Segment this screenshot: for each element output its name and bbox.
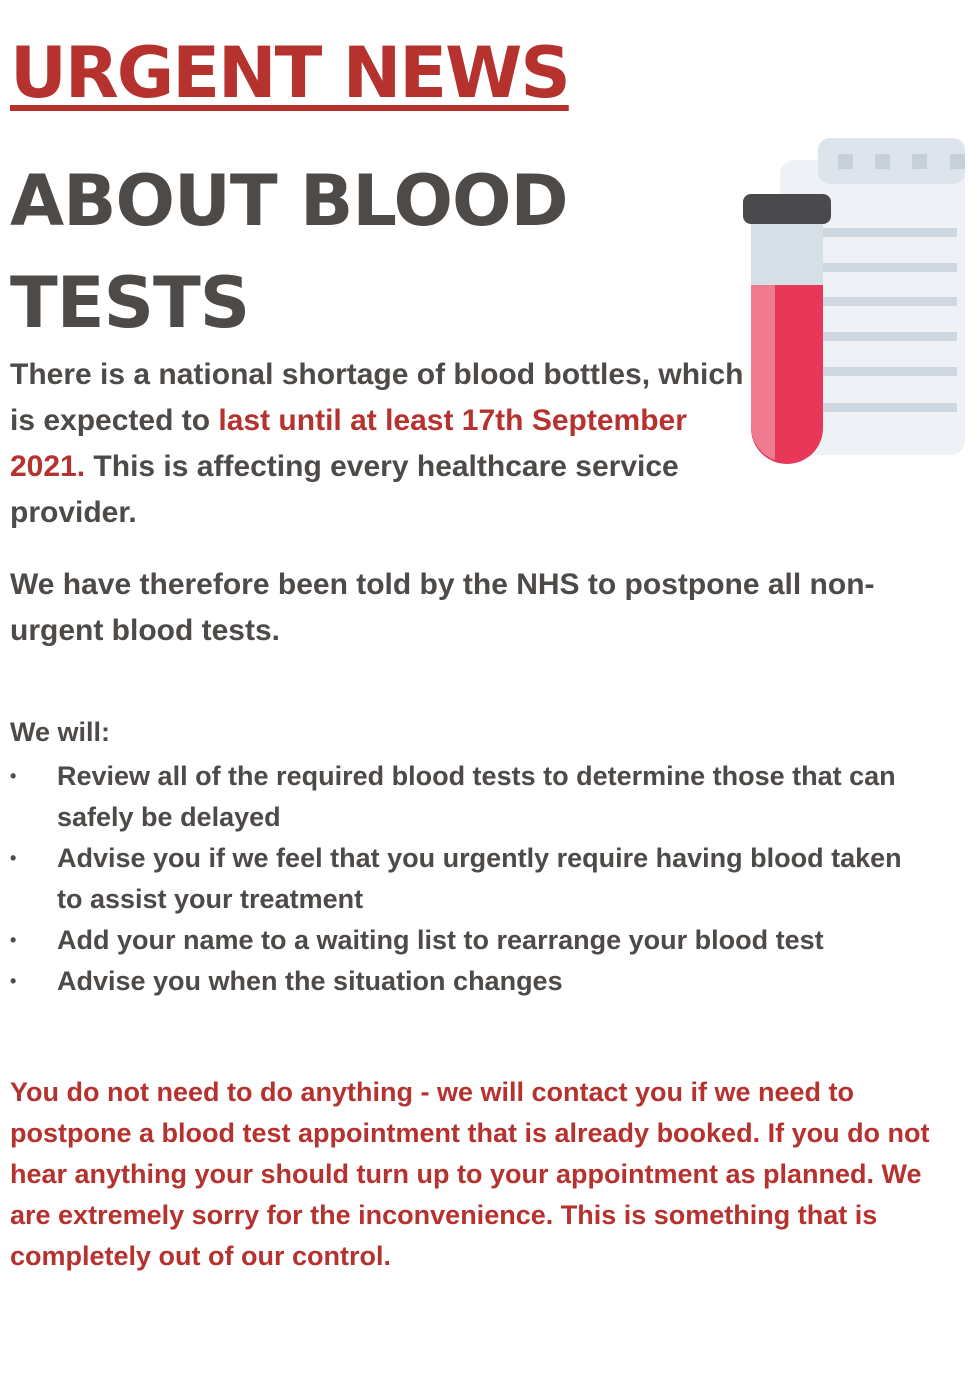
headline: URGENT NEWS	[10, 32, 569, 114]
bullet-icon: •	[10, 766, 17, 786]
list-item	[10, 756, 930, 838]
bullet-icon: •	[10, 930, 17, 950]
list-item-text: Advise you when the situation changes	[57, 966, 563, 996]
list-item	[10, 961, 930, 1002]
bullet-icon: •	[10, 971, 17, 991]
shortage-text-end: This is affecting every healthcare service provider.	[10, 450, 679, 529]
list-item-text: Review all of the required blood tests to determine those that can safely be delayed	[57, 761, 896, 832]
list-item	[10, 838, 930, 920]
list-item-text: Add your name to a waiting list to rearrange your blood test	[57, 925, 824, 955]
nhs-statement: We have therefore been told by the NHS to postpone all non-urgent blood tests.	[10, 568, 875, 647]
action-list	[10, 756, 930, 1002]
blood-test-tube-icon	[735, 130, 965, 475]
list-item-text: Advise you if we feel that you urgently require having blood taken to assist your treatment	[57, 843, 902, 914]
patient-notice: You do not need to do anything - we will contact you if we need to postpone a blood test appointment that is already booked. If you do not hear anything your should turn up to your appointment as planned. We are extremely sorry for the inconvenience. This is something that is completely out of our control.	[10, 1077, 930, 1271]
shortage-end-date: last until at least 17th September 2021.	[10, 404, 687, 483]
we-will-label: We will:	[10, 717, 111, 747]
bullet-icon: •	[10, 848, 17, 868]
shortage-paragraph	[10, 352, 745, 536]
list-item	[10, 920, 930, 961]
subheadline: ABOUT BLOOD TESTS	[10, 160, 568, 344]
shortage-text-start: There is a national shortage of blood bottles, which is expected to	[10, 358, 744, 437]
